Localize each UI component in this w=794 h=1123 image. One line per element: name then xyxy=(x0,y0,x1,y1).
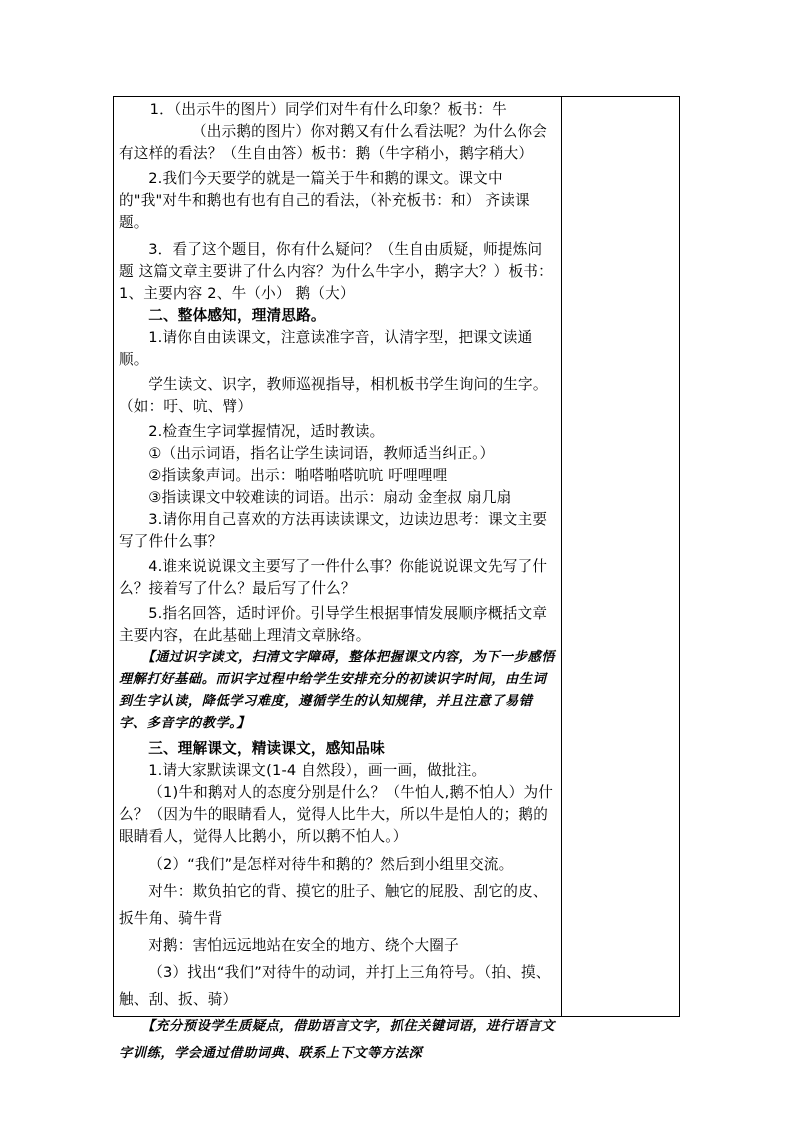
teaching-note-1: 【通过识字读文，扫清文字障碍，整体把握课文内容，为下一步感悟理解打好基础。而识字过程中给学生安排充分的初读识字时间，由生词到生字认读，降低学习难度，遵循学生的认知规律，并且注意了易错字、多音字的教学。】 xyxy=(119,650,556,731)
paragraph-13: 5.指名回答，适时评价。引导学生根据事情发展顺序概括文章主要内容，在此基础上理清文章脉络。 xyxy=(119,605,548,644)
paragraph-19: （3）找出“我们”对待牛的动词，并打上三角符号。（拍、摸、触、刮、扳、骑） xyxy=(119,964,551,1008)
paragraph-2: （出示鹅的图片）你对鹅又有什么看法呢？为什么你会有这样的看法？（生自由答）板书：鹅（牛字稍小，鹅字稍大） xyxy=(119,123,548,162)
paragraph-9: ②指读象声词。出示：啪嗒啪嗒吭吭 吁哩哩哩 xyxy=(148,467,448,484)
section-heading-3: 三、理解课文，精读课文，感知品味 xyxy=(148,740,385,757)
paragraph-16: （2）“我们”是怎样对待牛和鹅的？然后到小组里交流。 xyxy=(148,856,514,873)
lesson-content-cell xyxy=(119,99,557,1067)
paragraph-3: 2.我们今天要学的就是一篇关于牛和鹅的课文。课文中的"我"对牛和鹅也有也有自己的看法，（补充板书：和） 齐读课题。 xyxy=(119,170,530,231)
paragraph-5: 1.请你自由读课文，注意读准字音，认清字型，把课文读通顺。 xyxy=(119,329,533,368)
paragraph-10: ③指读课文中较难读的词语。出示：扇动 金奎叔 扇几扇 xyxy=(148,489,512,506)
paragraph-8: ①（出示词语，指名让学生读词语，教师适当纠正。） xyxy=(148,445,495,462)
paragraph-7: 2.检查生字词掌握情况，适时教读。 xyxy=(148,423,385,440)
paragraph-6: 学生读文、识字，教师巡视指导，相机板书学生询问的生字。（如：吁、吭、臂） xyxy=(119,376,548,415)
paragraph-18: 对鹅：害怕远远地站在安全的地方、绕个大圈子 xyxy=(148,937,459,954)
paragraph-12: 4.谁来说说课文主要写了一件什么事？你能说说课文先写了什么？接着写了什么？最后写了什么？ xyxy=(119,558,548,597)
paragraph-15: （1)牛和鹅对人的态度分别是什么？（牛怕人,鹅不怕人）为什么？（因为牛的眼睛看人，觉得人比牛大，所以牛是怕人的；鹅的眼睛看人，觉得人比鹅小，所以鹅不怕人。） xyxy=(119,784,554,845)
section-heading-2: 二、整体感知，理清思路。 xyxy=(148,307,326,324)
paragraph-4: 3．看了这个题目，你有什么疑问？（生自由质疑，师提炼问题 这篇文章主要讲了什么内容？为什么牛字小，鹅字大？）板书：1、主要内容 2、牛（小） 鹅（大） xyxy=(119,241,553,302)
table-column-divider xyxy=(561,96,562,1017)
paragraph-11: 3.请你用自己喜欢的方法再读读课文，边读边思考：课文主要写了件什么事？ xyxy=(119,511,548,550)
paragraph-14: 1.请大家默读课文(1-4 自然段），画一画，做批注。 xyxy=(148,762,487,779)
teaching-note-2: 【充分预设学生质疑点，借助语言文字，抓住关键词语，进行语言文字训练，学会通过借助词典、联系上下文等方法深 xyxy=(119,1019,556,1061)
paragraph-17: 对牛：欺负拍它的背、摸它的肚子、触它的屁股、刮它的皮、扳牛角、骑牛背 xyxy=(119,883,548,927)
paragraph-1: 1．（出示牛的图片）同学们对牛有什么印象？板书：牛 xyxy=(149,101,507,118)
